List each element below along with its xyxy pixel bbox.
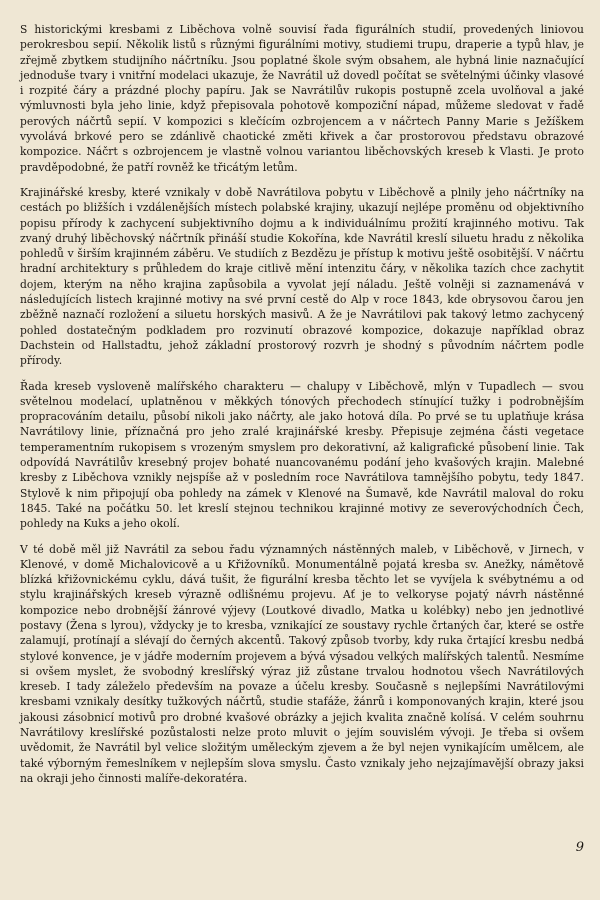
paragraph-1: S historickými kresbami z Liběchova volně souvisí řada figurálních studií, provedených liniovou perokresbou sepií. Několik listů s různými figurálními motivy, studiemi trupu, draperie a typů hlav, je zřejmě zbytkem studijního náčrtníku. Jsou poplatné škole svým obsahem, ale hybná linie naznačující jednoduše tvary i vnitřní modelaci ukazuje, že Navrátil už dovedl počítat se světelnými účinky vlasové i rozpité čáry a prázdné plochy papíru. Jak se Navrátilův rukopis postupně zcela uvolňoval a jaké výmluvnosti byla jeho linie, když přepisovala pohotově kompoziční nápad, můžeme sledovat v řadě perových náčrtů sepií. V kompozici s klečícím ozbrojencem a v náčrtech Panny Marie s Ježíškem vyvolává brkové pero se zdánlivě chaotické změti křivek a čar prostorovou představu obrazové kompozice. Náčrt s ozbrojencem je vlastně volnou variantou liběchovských kreseb k Vlasti. Je proto pravděpodobné, že patří rovněž ke třicátým letům. xyxy=(20,23,584,174)
page-number: 9 xyxy=(575,840,584,855)
body-text xyxy=(20,22,584,786)
paragraph-4: V té době měl již Navrátil za sebou řadu významných nástěnných maleb, v Liběchově, v Jirnech, v Klenové, v domě Michalovicově a u Křižovníků. Monumentálně pojatá kresba sv. Anežky, námětově blízká křižovnickému cyklu, dává tušit, že figurální kresba těchto let se vyvíjela k svébytnému a od stylu krajinářských kreseb výrazně odlišnému projevu. Ať je to velkoryse pojatý návrh nástěnné kompozice nebo drobnější žánrové výjevy (Loutkové divadlo, Matka u kolébky) nebo jen jednotlivé postavy (Žena s lyrou), vždycky je to kresba, vznikající ze soustavy rychle črtaných čar, které se ostře zalamují, protínají a slévají do černých akcentů. Takový způsob tvorby, kdy ruka črtající kresbu nedbá stylové konvence, je v jádře moderním projevem a bývá výsadou velkých malířských talentů. Nesmíme si ovšem myslet, že svobodný kreslířský výraz již zůstane trvalou hodnotou všech Navrátilových kreseb. I tady záleželo především na povaze a účelu kresby. Současně s nejlepšími Navrátilovými kresbami vznikaly desítky tužkových náčrtů, studie stafáže, žánrů i komponovaných krajin, které jsou jakousi zásobnicí motivů pro drobné kvašové obrázky a jejich kvalita značně kolísá. V celém souhrnu Navrátilovy kreslířské pozůstalosti nelze proto mluvit o jejím souvislém vývoji. Je třeba si ovšem uvědomit, že Navrátil byl velice složitým uměleckým zjevem a že byl nejen vynikajícím umělcem, ale také výborným řemeslníkem v nejlepším slova smyslu. Často vznikaly jeho nejzajímavější obrazy jaksi na okraji jeho činnosti malíře-dekoratéra. xyxy=(20,542,584,785)
paragraph-3: Řada kreseb vysloveně malířského charakteru — chalupy v Liběchově, mlýn v Tupadlech — svou světelnou modelací, uplatněnou v měkkých tónových přechodech stínující tužky i podrobnějším propracováním detailu, působí nikoli jako náčrty, ale jako hotová díla. Po prvé se tu uplatňuje krása Navrátilovy linie, příznačná pro jeho zralé krajinářské kresby. Přepisuje zejména části vegetace temperamentním rukopisem s vrozeným smyslem pro dekorativní, až kaligrafické působení linie. Tak odpovídá Navrátilův kresebný projev bohaté nuancovanému podání jeho kvašových krajin. Malebné kresby z Liběchova vznikly nejspíše až v posledním roce Navrátilova tamnějšího pobytu, tedy 1847. Stylově k nim připojují oba pohledy na zámek v Klenové na Šumavě, kde Navrátil maloval do roku 1845. Také na počátku 50. let kreslí stejnou technikou krajinné motivy ze severovýchodních Čech, pohledy na Kuks a jeho okolí. xyxy=(20,379,584,531)
paragraph-2: Krajinářské kresby, které vznikaly v době Navrátilova pobytu v Liběchově a plnily jeho náčrtníky na cestách po bližších i vzdálenějších místech polabské krajiny, ukazují nejlépe proměnu od objektivního popisu přírody k zachycení subjektivního dojmu a k individuálnímu prožití krajinného motivu. Tak zvaný druhý liběchovský náčrtník přináší studie Kokořína, kde Navrátil kreslí siluetu hradu z několika pohledů v širším krajinném záběru. Ve studiích z Bezdězu je přístup k motivu ještě osobitější. V náčrtu hradní architektury s průhledem do kraje citlivě mění intenzitu čáry, v několika tazích chce zachytit dojem, kterým na něho krajina zapůsobila a vyvolat její náladu. Ještě volněji si zaznamenává v následujících listech krajinné motivy na své první cestě do Alp v roce 1843, kde obrysovou čarou jen zběžně naznačí rozložení a siluetu horských masivů. A že je Navrátilovi pak takový letmo zachycený pohled dostatečným podkladem pro rozvinutí obrazové kompozice, dokazuje například obraz Dachstein od Hallstadtu, jehož základní prostorový rozvrh je shodný s původním náčrtem podle přírody. xyxy=(20,185,584,368)
